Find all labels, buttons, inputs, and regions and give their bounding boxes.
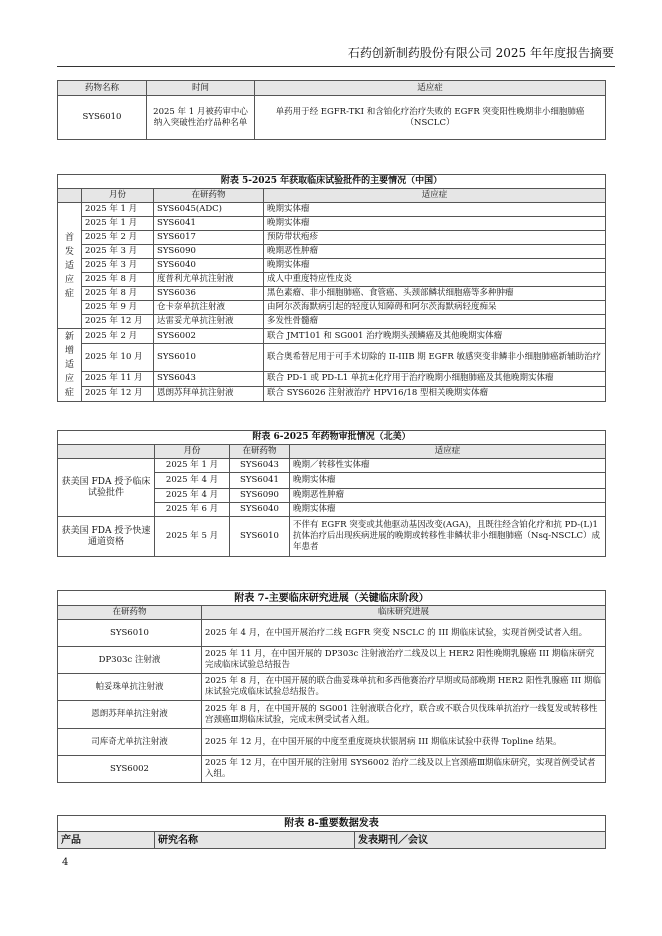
table7-title: 附表 7-主要临床研究进展（关键临床阶段） — [58, 591, 606, 606]
cell-time: 2025 年 1 月被药审中心纳入突破性治疗品种名单 — [147, 96, 255, 140]
table7-header-drug: 在研药物 — [58, 606, 202, 620]
cell-indication: 预防带状疱疹 — [264, 231, 606, 245]
cell-indication: 晚期实体瘤 — [264, 259, 606, 273]
cell-drug: SYS6040 — [230, 503, 290, 517]
col-header-time: 时间 — [147, 81, 255, 96]
cell-drug: SYS6090 — [230, 489, 290, 503]
cell-month: 2025 年 4 月 — [155, 473, 230, 489]
cell-month: 2025 年 3 月 — [82, 245, 154, 259]
cell-month: 2025 年 2 月 — [82, 329, 154, 344]
table5-header-indication: 适应症 — [264, 189, 606, 203]
cell-indication: 晚期／转移性实体瘤 — [290, 459, 606, 473]
cell-indication: 由阿尔茨海默病引起的轻度认知障碍和阿尔茨海默病轻度痴呆 — [264, 301, 606, 315]
cell-drug: SYS6043 — [230, 459, 290, 473]
cell-month: 2025 年 12 月 — [82, 315, 154, 329]
cell-indication: 联合 SYS6026 注射液治疗 HPV16/18 型相关晚期实体瘤 — [264, 386, 606, 401]
table6-title: 附表 6-2025 年药物审批情况（北美） — [58, 431, 606, 445]
col-header-drug: 药物名称 — [58, 81, 147, 96]
cell-drug: 恩朗苏拜单抗注射液 — [58, 701, 202, 729]
cell-progress: 2025 年 8 月，在中国开展的 SG001 注射液联合化疗，联合或不联合贝伐珠单抗治疗一线复发或转移性宫颈癌Ⅲ期临床试验，完成末例受试者入组。 — [202, 701, 606, 729]
group-label-fda-fast-track: 获美国 FDA 授予快速通道资格 — [58, 517, 155, 557]
cell-drug: 达雷妥尤单抗注射液 — [154, 315, 264, 329]
cell-month: 2025 年 1 月 — [82, 217, 154, 231]
cell-drug: SYS6043 — [154, 371, 264, 386]
table6-header-drug: 在研药物 — [230, 445, 290, 459]
table5-header-month: 月份 — [82, 189, 154, 203]
cell-indication: 成人中重度特应性皮炎 — [264, 273, 606, 287]
cell-drug: 度普利尤单抗注射液 — [154, 273, 264, 287]
cell-drug: SYS6010 — [58, 620, 202, 647]
cell-indication: 晚期恶性肿瘤 — [264, 245, 606, 259]
table8-header-study: 研究名称 — [155, 832, 355, 849]
cell-drug: SYS6010 — [154, 344, 264, 372]
cell-drug: SYS6090 — [154, 245, 264, 259]
cell-progress: 2025 年 11 月，在中国开展的 DP303c 注射液治疗二线及以上 HER2 阳性晚期乳腺癌 III 期临床研究完成临床试验总结报告 — [202, 647, 606, 674]
col-header-indication: 适应症 — [255, 81, 606, 96]
cell-month: 2025 年 8 月 — [82, 273, 154, 287]
cell-drug: 帕妥珠单抗注射液 — [58, 674, 202, 701]
table8-title: 附表 8-重要数据发表 — [58, 816, 606, 832]
cell-month: 2025 年 9 月 — [82, 301, 154, 315]
cell-month: 2025 年 5 月 — [155, 517, 230, 557]
cell-month: 2025 年 10 月 — [82, 344, 154, 372]
cell-drug: SYS6036 — [154, 287, 264, 301]
cell-indication: 联合 PD-1 或 PD-L1 单抗±化疗用于治疗晚期小细胞肺癌及其他晚期实体瘤 — [264, 371, 606, 386]
page-number: 4 — [62, 857, 69, 868]
cell-indication: 黑色素瘤、非小细胞肺癌、食管癌、头颈部鳞状细胞癌等多种肿瘤 — [264, 287, 606, 301]
breakthrough-table — [57, 80, 606, 140]
cell-drug: SYS6002 — [58, 756, 202, 783]
cell-progress: 2025 年 12 月，在中国开展的中度至重度斑块状银屑病 III 期临床试验中获得 Topline 结果。 — [202, 729, 606, 756]
cell-indication: 晚期实体瘤 — [290, 473, 606, 489]
cell-indication: 联合 JMT101 和 SG001 治疗晚期头颈鳞癌及其他晚期实体瘤 — [264, 329, 606, 344]
cell-month: 2025 年 8 月 — [82, 287, 154, 301]
cell-drug: SYS6017 — [154, 231, 264, 245]
page-header: 石药创新制药股份有限公司 2025 年年度报告摘要 — [347, 46, 614, 60]
table6-header-blank — [58, 445, 155, 459]
table7-clinical-progress — [57, 590, 606, 783]
cell-month: 2025 年 1 月 — [155, 459, 230, 473]
table8-header-journal: 发表期刊／会议 — [355, 832, 606, 849]
header-divider — [57, 66, 615, 67]
cell-drug: DP303c 注射液 — [58, 647, 202, 674]
table5-title: 附表 5-2025 年获取临床试验批件的主要情况（中国） — [58, 175, 606, 189]
cell-month: 2025 年 2 月 — [82, 231, 154, 245]
cell-drug: SYS6041 — [230, 473, 290, 489]
cell-month: 2025 年 6 月 — [155, 503, 230, 517]
cell-progress: 2025 年 4 月，在中国开展治疗二线 EGFR 突变 NSCLC 的 III 期临床试验，实现首例受试者入组。 — [202, 620, 606, 647]
cell-indication: 单药用于经 EGFR-TKI 和含铂化疗治疗失败的 EGFR 突变阳性晚期非小细胞肺癌（NSCLC） — [255, 96, 606, 140]
cell-drug: SYS6045(ADC) — [154, 203, 264, 217]
table7-header-progress: 临床研究进展 — [202, 606, 606, 620]
cell-drug: 仓卡奈单抗注射液 — [154, 301, 264, 315]
table6-header-indication: 适应症 — [290, 445, 606, 459]
cell-drug: 司库奇尤单抗注射液 — [58, 729, 202, 756]
table5-header-drug: 在研药物 — [154, 189, 264, 203]
cell-month: 2025 年 3 月 — [82, 259, 154, 273]
table5-clinical-approvals-china — [57, 174, 606, 402]
cell-month: 2025 年 11 月 — [82, 371, 154, 386]
cell-indication: 不伴有 EGFR 突变或其他驱动基因改变(AGA)，且既往经含铂化疗和抗 PD-(L)1 抗体治疗后出现疾病进展的晚期或转移性非鳞状非小细胞肺癌（Nsq-NSCLC）成年患者 — [290, 517, 606, 557]
group-label-new-indication: 新 增 适 应 症 — [58, 329, 82, 402]
cell-indication: 联合奥希替尼用于可手术切除的 II-IIIB 期 EGFR 敏感突变非鳞非小细胞肺癌新辅助治疗 — [264, 344, 606, 372]
table5-header-blank — [58, 189, 82, 203]
cell-drug: SYS6041 — [154, 217, 264, 231]
table6-header-month: 月份 — [155, 445, 230, 459]
cell-drug: SYS6010 — [58, 96, 147, 140]
cell-progress: 2025 年 8 月，在中国开展的联合曲妥珠单抗和多西他赛治疗早期或局部晚期 HER2 阳性乳腺癌 III 期临床试验完成临床试验总结报告。 — [202, 674, 606, 701]
cell-indication: 晚期实体瘤 — [264, 203, 606, 217]
table8-data-publications — [57, 815, 606, 849]
cell-indication: 晚期实体瘤 — [290, 503, 606, 517]
table6-approvals-north-america — [57, 430, 606, 557]
cell-drug: 恩朗苏拜单抗注射液 — [154, 386, 264, 401]
cell-drug: SYS6002 — [154, 329, 264, 344]
cell-drug: SYS6040 — [154, 259, 264, 273]
cell-indication: 晚期实体瘤 — [264, 217, 606, 231]
table8-header-product: 产品 — [58, 832, 155, 849]
cell-drug: SYS6010 — [230, 517, 290, 557]
cell-indication: 多发性骨髓瘤 — [264, 315, 606, 329]
cell-month: 2025 年 12 月 — [82, 386, 154, 401]
cell-month: 2025 年 4 月 — [155, 489, 230, 503]
group-label-first-indication: 首 发 适 应 症 — [58, 203, 82, 329]
cell-month: 2025 年 1 月 — [82, 203, 154, 217]
cell-progress: 2025 年 12 月，在中国开展的注射用 SYS6002 治疗二线及以上宫颈癌Ⅲ期临床研究，实现首例受试者入组。 — [202, 756, 606, 783]
group-label-fda-clinical: 获美国 FDA 授予临床试验批件 — [58, 459, 155, 517]
cell-indication: 晚期恶性肿瘤 — [290, 489, 606, 503]
